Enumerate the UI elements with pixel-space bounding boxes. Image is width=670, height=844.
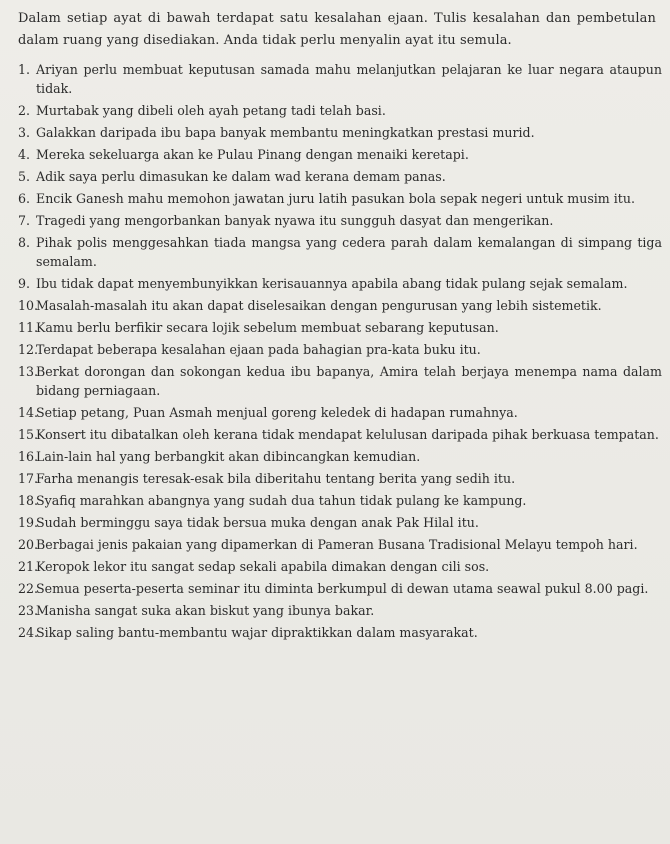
item-number: 22.	[18, 581, 39, 596]
item-text: Setiap petang, Puan Asmah menjual goreng keledek di hadapan rumahnya.	[36, 405, 518, 420]
item-number: 4.	[18, 147, 31, 162]
item-text: Lain-lain hal yang berbangkit akan dibincangkan kemudian.	[36, 449, 421, 464]
item-number: 13.	[18, 364, 39, 379]
list-item	[0, 623, 670, 642]
item-number: 21.	[18, 559, 39, 574]
list-item	[0, 60, 670, 98]
item-text: Ibu tidak dapat menyembunyikkan kerisauannya apabila abang tidak pulang sejak semalam.	[36, 276, 628, 291]
list-item	[0, 491, 670, 510]
list-item	[0, 189, 670, 208]
item-text: Galakkan daripada ibu bapa banyak membantu meningkatkan prestasi murid.	[36, 125, 535, 140]
list-item	[0, 601, 670, 620]
list-item	[0, 101, 670, 120]
item-text: Berbagai jenis pakaian yang dipamerkan di Pameran Busana Tradisional Melayu tempoh hari.	[36, 537, 638, 552]
item-number: 11.	[18, 320, 39, 335]
item-text: Semua peserta-peserta seminar itu diminta berkumpul di dewan utama seawal pukul 8.00 pagi.	[36, 581, 649, 596]
list-item	[0, 403, 670, 422]
item-number: 15.	[18, 427, 39, 442]
list-item	[0, 362, 670, 400]
list-item	[0, 167, 670, 186]
item-text: Sikap saling bantu-membantu wajar dipraktikkan dalam masyarakat.	[36, 625, 478, 640]
item-number: 14.	[18, 405, 39, 420]
list-item	[0, 447, 670, 466]
item-text: Sudah berminggu saya tidak bersua muka dengan anak Pak Hilal itu.	[36, 515, 479, 530]
item-number: 20.	[18, 537, 39, 552]
item-text: Farha menangis teresak-esak bila diberitahu tentang berita yang sedih itu.	[36, 471, 516, 486]
list-item	[0, 318, 670, 337]
item-number: 10.	[18, 298, 39, 313]
item-text: Terdapat beberapa kesalahan ejaan pada bahagian pra-kata buku itu.	[36, 342, 481, 357]
list-item	[0, 513, 670, 532]
item-text: Encik Ganesh mahu memohon jawatan juru latih pasukan bola sepak negeri untuk musim itu.	[36, 191, 635, 206]
item-text: Syafiq marahkan abangnya yang sudah dua tahun tidak pulang ke kampung.	[36, 493, 527, 508]
item-number: 23.	[18, 603, 39, 618]
list-item	[0, 425, 670, 444]
item-number: 18.	[18, 493, 39, 508]
list-item	[0, 211, 670, 230]
list-item	[0, 274, 670, 293]
item-text: Ariyan perlu membuat keputusan samada mahu melanjutkan pelajaran ke luar negara ataupun tidak.	[36, 62, 662, 96]
item-number: 7.	[18, 213, 31, 228]
instruction-paragraph: Dalam setiap ayat di bawah terdapat satu kesalahan ejaan. Tulis kesalahan dan pembetulan dalam ruang yang disediakan. Anda tidak perlu menyalin ayat itu semula.	[18, 11, 656, 48]
item-number: 19.	[18, 515, 39, 530]
item-text: Manisha sangat suka akan biskut yang ibunya bakar.	[36, 603, 375, 618]
item-text: Mereka sekeluarga akan ke Pulau Pinang dengan menaiki keretapi.	[36, 147, 469, 162]
item-text: Konsert itu dibatalkan oleh kerana tidak mendapat kelulusan daripada pihak berkuasa tempatan.	[36, 427, 659, 442]
item-number: 2.	[18, 103, 31, 118]
list-item	[0, 123, 670, 142]
item-number: 12.	[18, 342, 39, 357]
item-text: Pihak polis menggesahkan tiada mangsa yang cedera parah dalam kemalangan di simpang tiga semalam.	[36, 235, 662, 269]
list-item	[0, 579, 670, 598]
list-item	[0, 145, 670, 164]
sentence-list	[0, 60, 670, 642]
item-number: 16.	[18, 449, 39, 464]
item-number: 5.	[18, 169, 31, 184]
list-item	[0, 296, 670, 315]
list-item	[0, 535, 670, 554]
item-number: 3.	[18, 125, 31, 140]
item-number: 24.	[18, 625, 39, 640]
item-number: 17.	[18, 471, 39, 486]
item-text: Kamu berlu berfikir secara lojik sebelum membuat sebarang keputusan.	[36, 320, 499, 335]
item-number: 9.	[18, 276, 31, 291]
list-item	[0, 233, 670, 271]
list-item	[0, 469, 670, 488]
item-number: 6.	[18, 191, 31, 206]
item-text: Masalah-masalah itu akan dapat diselesaikan dengan pengurusan yang lebih sistemetik.	[36, 298, 602, 313]
item-text: Adik saya perlu dimasukan ke dalam wad kerana demam panas.	[36, 169, 446, 184]
list-item	[0, 557, 670, 576]
item-text: Keropok lekor itu sangat sedap sekali apabila dimakan dengan cili sos.	[36, 559, 490, 574]
list-item	[0, 340, 670, 359]
item-text: Berkat dorongan dan sokongan kedua ibu bapanya, Amira telah berjaya menempa nama dalam bidang perniagaan.	[36, 364, 662, 398]
item-text: Murtabak yang dibeli oleh ayah petang tadi telah basi.	[36, 103, 386, 118]
item-text: Tragedi yang mengorbankan banyak nyawa itu sungguh dasyat dan mengerikan.	[36, 213, 554, 228]
item-number: 8.	[18, 235, 31, 250]
item-number: 1.	[18, 62, 31, 77]
